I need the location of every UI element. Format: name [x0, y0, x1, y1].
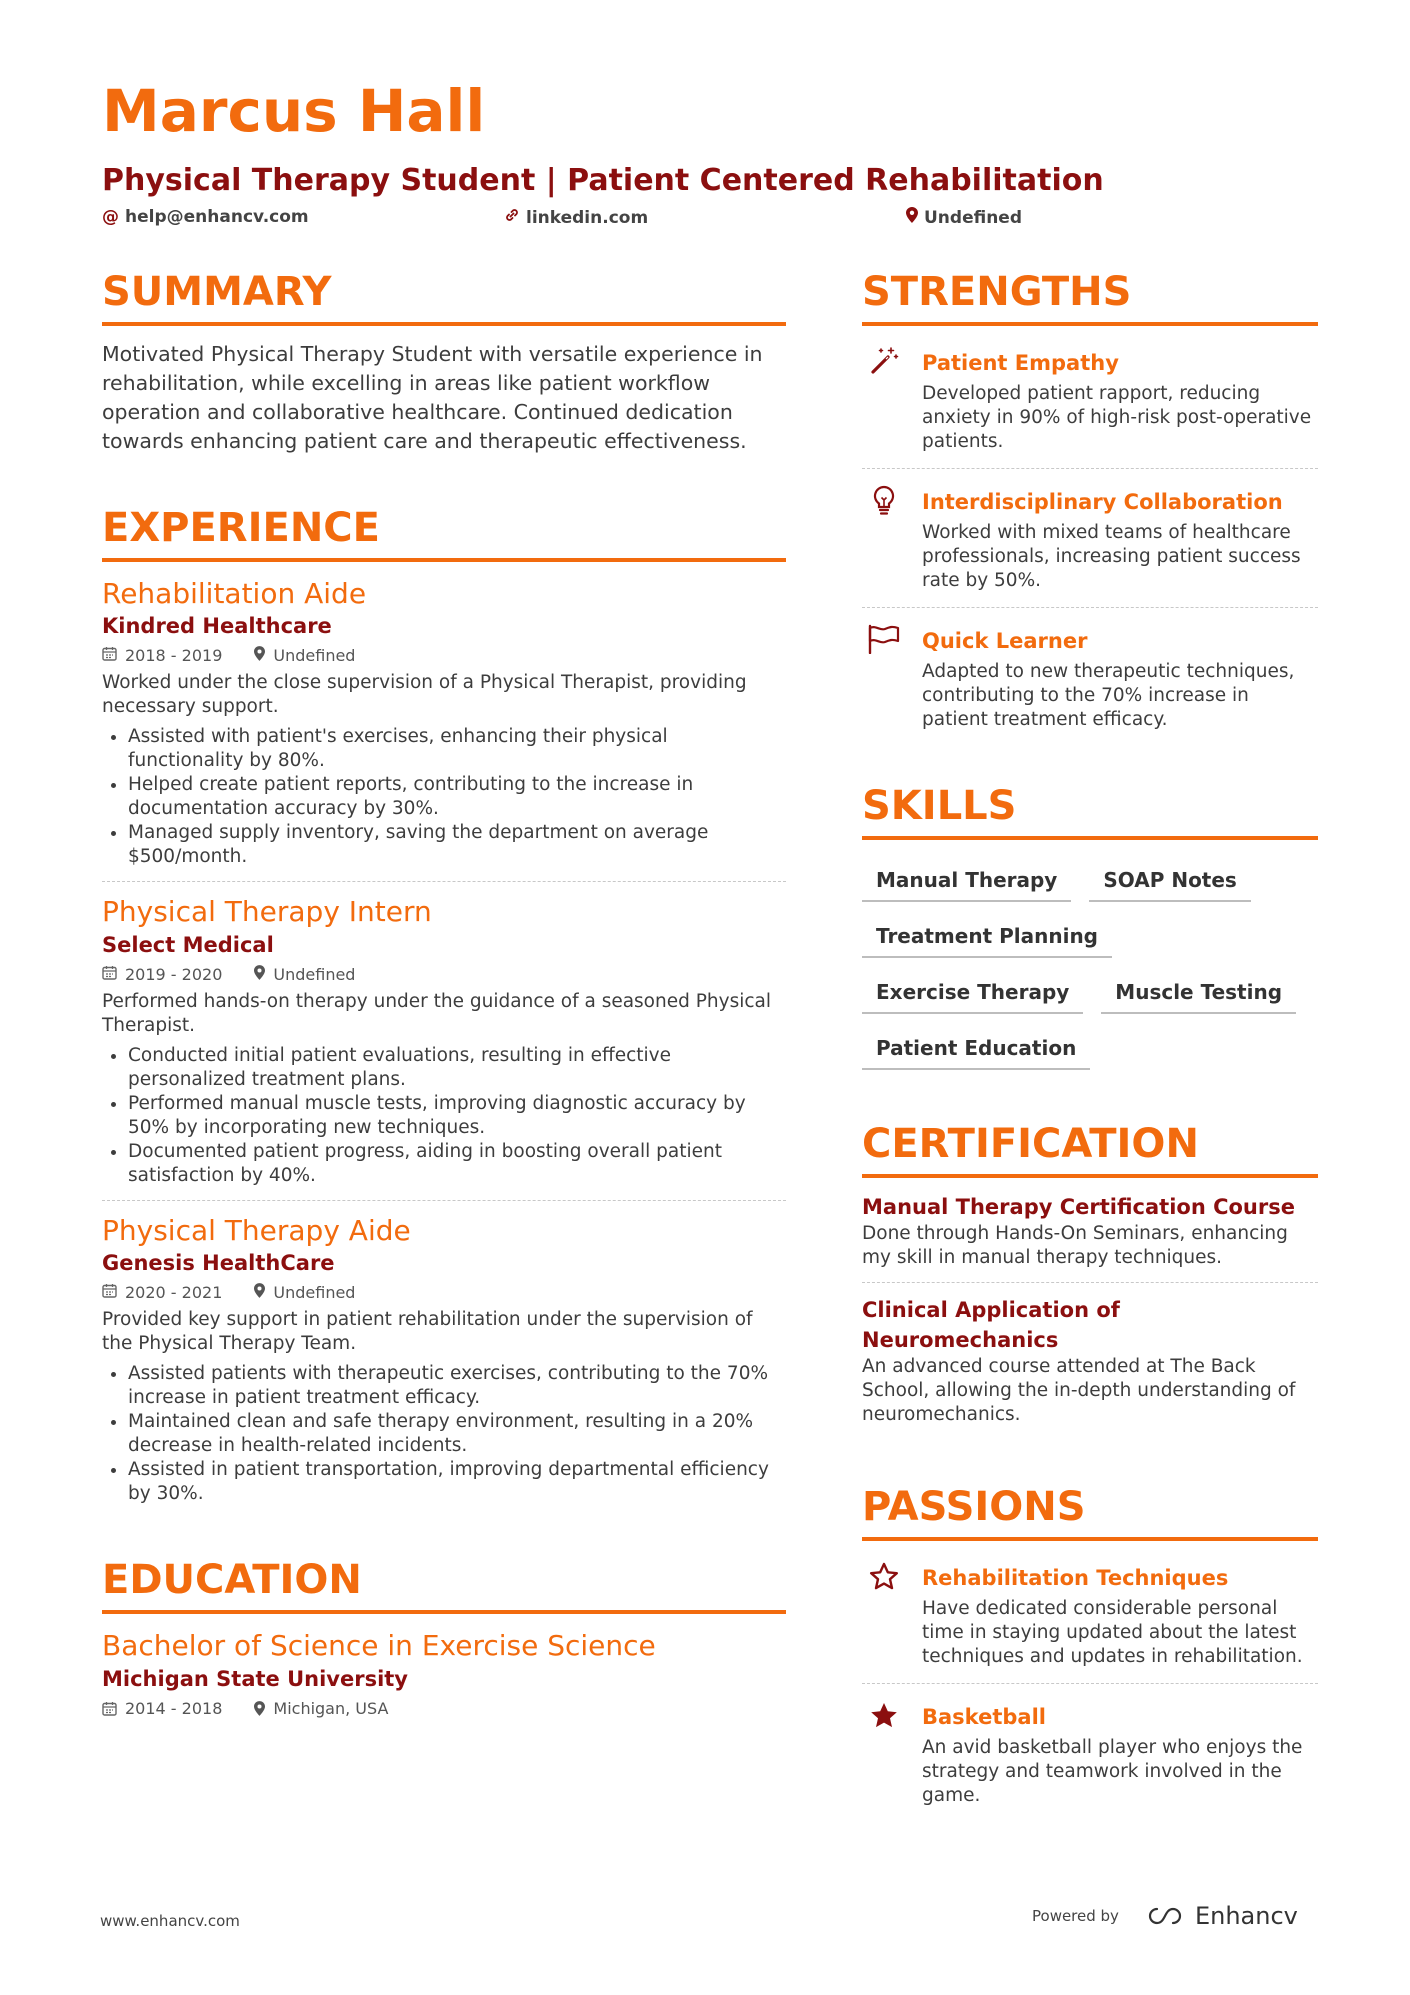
certification-item	[862, 1295, 1318, 1439]
company-name: Select Medical	[102, 932, 274, 957]
email-text: help@enhancv.com	[125, 207, 309, 227]
flag-icon	[862, 624, 906, 732]
bullet-item: • Maintained clean and safe therapy environment, resulting in a 20% decrease in health-related incidents.	[128, 1410, 786, 1458]
degree-title: Bachelor of Science in Exercise Science	[102, 1629, 656, 1663]
job-entry	[102, 1213, 786, 1518]
job-dates-text: 2019 - 2020	[125, 964, 223, 984]
education-location-text: Michigan, USA	[273, 1698, 389, 1718]
strengths-section	[862, 269, 1318, 746]
job-location	[254, 965, 355, 984]
item-title: Quick Learner	[922, 629, 1088, 653]
skill-tag: Muscle Testing	[1101, 972, 1296, 1014]
map-pin-icon	[906, 207, 918, 228]
job-dates	[102, 1283, 222, 1302]
item-description: Adapted to new therapeutic techniques, contributing to the 70% increase in patient treatment efficacy.	[922, 661, 1295, 730]
headline: Physical Therapy Student | Patient Centered Rehabilitation	[102, 163, 1104, 198]
bullet-item: • Helped create patient reports, contributing to the increase in documentation accuracy by 30%.	[128, 773, 786, 821]
calendar-icon	[102, 1283, 117, 1302]
right-column	[862, 269, 1318, 1860]
bullet-item: • Assisted patients with therapeutic exercises, contributing to the 70% increase in patient treatment efficacy.	[128, 1362, 786, 1410]
contact-bar	[102, 207, 1322, 235]
education-title: EDUCATION	[102, 1560, 786, 1614]
item-body	[922, 485, 1318, 593]
at-icon: @	[102, 207, 119, 227]
skill-tag: Exercise Therapy	[862, 972, 1083, 1014]
contact-linkedin[interactable]	[504, 207, 648, 228]
education-dates-text: 2014 - 2018	[125, 1698, 223, 1718]
bullet-item: • Documented patient progress, aiding in boosting overall patient satisfaction by 40%.	[128, 1140, 786, 1188]
skill-tag: Manual Therapy	[862, 860, 1071, 902]
job-bullets	[102, 1044, 786, 1188]
certification-title: CERTIFICATION	[862, 1124, 1318, 1178]
item-body	[922, 1700, 1318, 1808]
job-location	[254, 646, 355, 665]
job-dates-text: 2020 - 2021	[125, 1283, 223, 1303]
certification-description: An advanced course attended at The Back School, allowing the in-depth understanding of neuromechanics.	[862, 1356, 1296, 1425]
enhancv-logo-icon	[1143, 1905, 1187, 1927]
education-location	[254, 1699, 388, 1718]
map-pin-icon	[254, 965, 265, 984]
bullet-item: • Assisted in patient transportation, improving departmental efficiency by 30%.	[128, 1458, 786, 1506]
skill-tags	[862, 854, 1318, 1070]
job-dates	[102, 965, 222, 984]
company-name: Kindred Healthcare	[102, 614, 332, 639]
job-meta	[102, 965, 786, 984]
strength-list	[862, 340, 1318, 746]
job-bullets	[102, 725, 786, 869]
certification-list	[862, 1192, 1318, 1439]
experience-title: EXPERIENCE	[102, 508, 786, 562]
left-column	[102, 269, 786, 1756]
location-text: Undefined	[924, 207, 1023, 228]
job-dates	[102, 646, 222, 665]
map-pin-icon	[254, 646, 265, 665]
star-icon	[862, 1700, 906, 1808]
job-location-text: Undefined	[273, 1283, 356, 1303]
bullet-item: • Assisted with patient's exercises, enhancing their physical functionality by 80%.	[128, 725, 786, 773]
summary-text: Motivated Physical Therapy Student with versatile experience in rehabilitation, while excelling in areas like patient workflow operation and collaborative healthcare. Continued dedication towards enhancing patient care and therapeutic effectiveness.	[102, 342, 763, 453]
summary-section	[102, 269, 786, 456]
contact-location	[906, 207, 1022, 228]
job-meta	[102, 646, 786, 665]
education-section	[102, 1557, 786, 1718]
calendar-icon	[102, 965, 117, 984]
job-description: Worked under the close supervision of a Physical Therapist, providing necessary support.	[102, 672, 747, 718]
job-description: Provided key support in patient rehabilitation under the supervision of the Physical Therapy Team.	[102, 1309, 753, 1355]
certification-description: Done through Hands-On Seminars, enhancing my skill in manual therapy techniques.	[862, 1223, 1288, 1268]
lightbulb-icon	[862, 485, 906, 593]
bullet-item: • Managed supply inventory, saving the department on average $500/month.	[128, 821, 786, 869]
skills-title: SKILLS	[862, 786, 1318, 840]
magic-wand-icon	[862, 346, 906, 454]
powered-by-text: Powered by	[1032, 1907, 1119, 1925]
item-body	[922, 1561, 1318, 1669]
resume-header	[102, 77, 1322, 235]
job-title: Physical Therapy Intern	[102, 895, 432, 929]
passion-item	[862, 1694, 1318, 1822]
item-description: Have dedicated considerable personal time in staying updated about the latest techniques and updates in rehabilitation.	[922, 1598, 1303, 1667]
certification-title: Clinical Application of Neuromechanics	[862, 1298, 1120, 1352]
job-location	[254, 1283, 355, 1302]
job-title: Rehabilitation Aide	[102, 577, 367, 610]
item-body	[922, 346, 1318, 454]
item-description: Worked with mixed teams of healthcare professionals, increasing patient success rate by 50%.	[922, 522, 1301, 591]
education-dates	[102, 1699, 222, 1718]
item-title: Rehabilitation Techniques	[922, 1566, 1229, 1590]
job-location-text: Undefined	[273, 646, 356, 666]
job-location-text: Undefined	[273, 964, 356, 984]
item-title: Basketball	[922, 1705, 1046, 1729]
job-dates-text: 2018 - 2019	[125, 646, 223, 666]
passion-item	[862, 1555, 1318, 1684]
calendar-icon	[102, 1701, 117, 1716]
item-title: Interdisciplinary Collaboration	[922, 490, 1283, 514]
job-meta	[102, 1283, 786, 1302]
strength-item	[862, 618, 1318, 746]
strength-item	[862, 340, 1318, 469]
passions-title: PASSIONS	[862, 1487, 1318, 1541]
school-name: Michigan State University	[102, 1666, 408, 1691]
strengths-title: STRENGTHS	[862, 272, 1318, 326]
enhancv-logo-text: Enhancv	[1194, 1902, 1298, 1930]
footer-url[interactable]: www.enhancv.com	[100, 1912, 240, 1930]
footer-brand	[1032, 1902, 1298, 1930]
linkedin-text: linkedin.com	[526, 207, 649, 228]
job-entry	[102, 894, 786, 1200]
skill-tag: SOAP Notes	[1089, 860, 1250, 902]
item-title: Patient Empathy	[922, 351, 1119, 375]
job-title: Physical Therapy Aide	[102, 1213, 411, 1247]
company-name: Genesis HealthCare	[102, 1251, 335, 1276]
bullet-item: • Conducted initial patient evaluations, resulting in effective personalized treatment plans.	[128, 1044, 786, 1092]
skill-tag: Treatment Planning	[862, 916, 1112, 958]
skill-tag: Patient Education	[862, 1028, 1090, 1070]
certification-item	[862, 1192, 1318, 1283]
job-description: Performed hands-on therapy under the guidance of a seasoned Physical Therapist.	[102, 990, 771, 1036]
job-list	[102, 576, 786, 1518]
summary-title: SUMMARY	[102, 272, 786, 326]
item-description: Developed patient rapport, reducing anxiety in 90% of high-risk post-operative patients.	[922, 383, 1312, 452]
enhancv-logo[interactable]	[1143, 1902, 1298, 1930]
calendar-icon	[102, 646, 117, 665]
map-pin-icon	[254, 1283, 265, 1302]
star-outline-icon	[862, 1561, 906, 1669]
strength-item	[862, 479, 1318, 608]
passions-section	[862, 1484, 1318, 1822]
contact-email[interactable]	[102, 207, 309, 227]
item-body	[922, 624, 1318, 732]
experience-section	[102, 505, 786, 1518]
education-meta	[102, 1699, 786, 1718]
link-icon	[504, 207, 520, 228]
job-entry	[102, 576, 786, 882]
candidate-name: Marcus Hall	[102, 77, 486, 145]
certification-title: Manual Therapy Certification Course	[862, 1195, 1295, 1219]
map-pin-icon	[254, 1701, 265, 1716]
bullet-item: • Performed manual muscle tests, improving diagnostic accuracy by 50% by incorporating new techniques.	[128, 1092, 786, 1140]
passion-list	[862, 1555, 1318, 1822]
job-bullets	[102, 1362, 786, 1506]
item-description: An avid basketball player who enjoys the strategy and teamwork involved in the game.	[922, 1737, 1303, 1806]
skills-section	[862, 783, 1318, 1070]
certification-section	[862, 1121, 1318, 1439]
